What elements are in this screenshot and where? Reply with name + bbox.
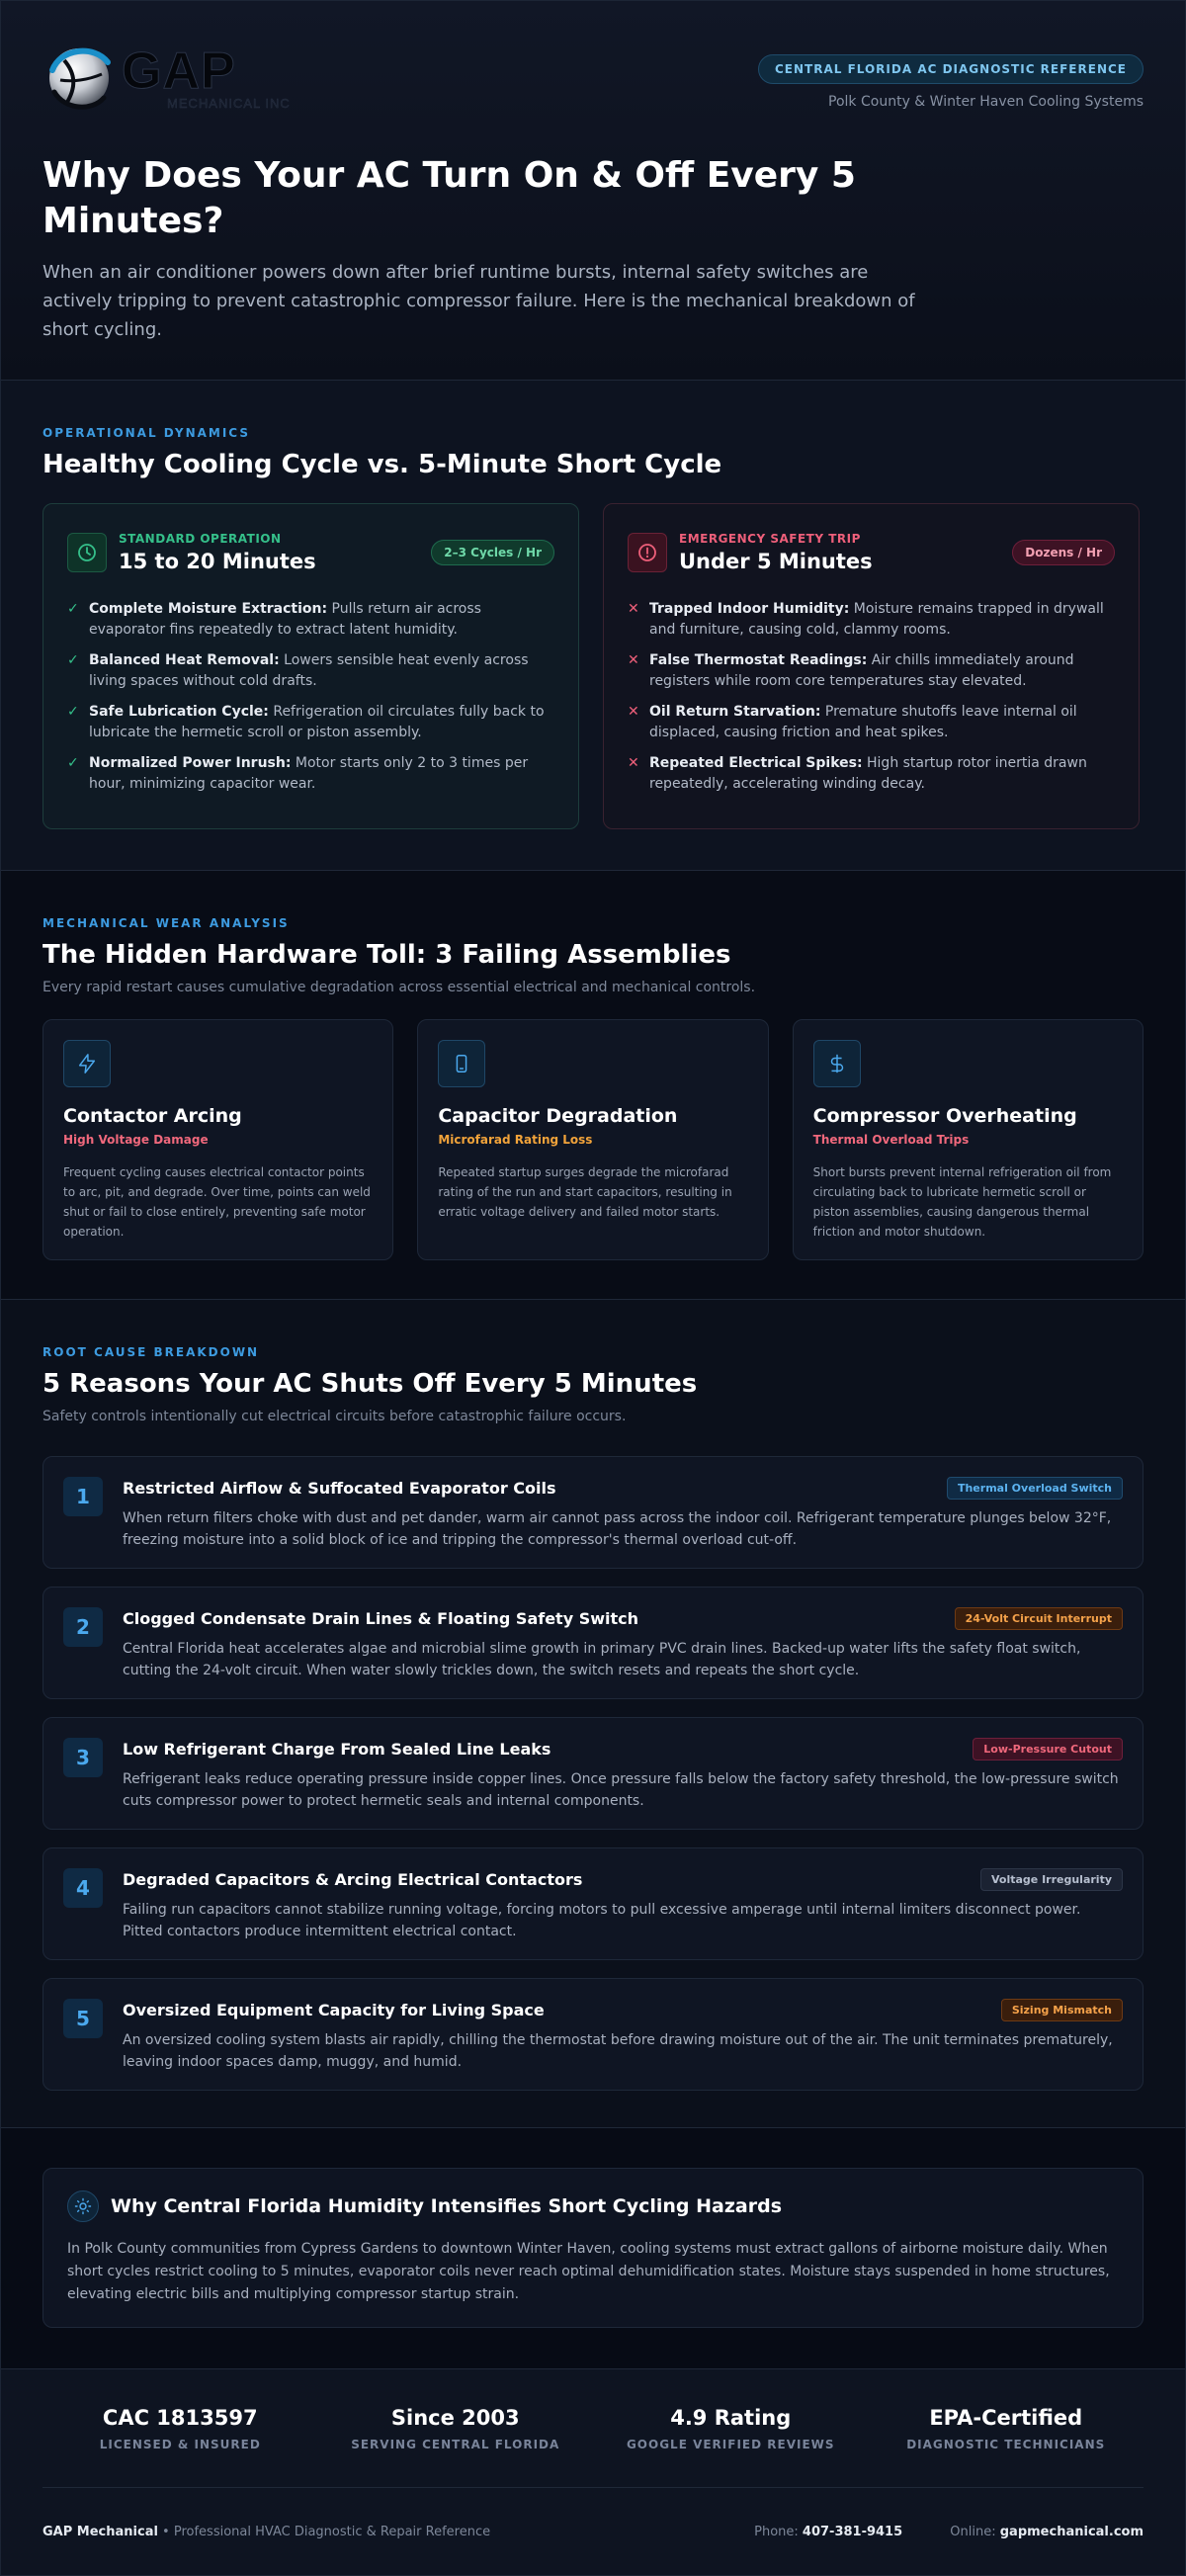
section-title: 5 Reasons Your AC Shuts Off Every 5 Minutes (42, 1369, 698, 1399)
list-item-desc: Lowers sensible heat evenly across living spaces without cold drafts. (89, 652, 529, 689)
humidity-callout (42, 2168, 1144, 2328)
reason-description: When return filters choke with dust and pet dander, warm air cannot pass across the indoor coil. Refrigerant temperature plunges below 32°F, freezing moisture into a solid block of ice and tripping the compressor's thermal overload cut-off. (123, 1510, 1112, 1548)
credential-stat (318, 2406, 594, 2451)
reason-header (123, 1999, 1123, 2021)
reason-badge: 24-Volt Circuit Interrupt (955, 1607, 1123, 1630)
assembly-tag: High Voltage Damage (63, 1133, 209, 1147)
reason-number: 2 (63, 1607, 103, 1647)
healthy-benefits-list (67, 599, 554, 795)
assembly-tag: Microfarad Rating Loss (438, 1133, 593, 1147)
credential-stat (869, 2406, 1144, 2451)
list-item-desc: Pulls return air across evaporator fins repeatedly to extract latent humidity. (89, 601, 481, 638)
company-logo[interactable] (42, 41, 291, 114)
assembly-description: Frequent cycling causes electrical contactor points to arc, pit, and degrade. Over time, points can weld shut or fail to close entirely, preventing safe motor operation. (63, 1165, 371, 1239)
list-item-desc: Motor starts only 2 to 3 times per hour, minimizing capacitor wear. (89, 755, 529, 792)
reason-number: 1 (63, 1477, 103, 1516)
globe-logo-icon (42, 41, 116, 114)
stat-label: LICENSED & INSURED (99, 2437, 261, 2451)
cross-icon: ✕ (628, 755, 639, 771)
list-item-bold: Repeated Electrical Spikes: (649, 755, 863, 771)
website-link[interactable]: gapmechanical.com (999, 2524, 1144, 2539)
humidity-section (1, 2128, 1185, 2369)
brand-name: GAP Mechanical (42, 2524, 158, 2539)
list-item-text (89, 650, 554, 692)
callout-text: In Polk County communities from Cypress Gardens to downtown Winter Haven, cooling systems must extract gallons of airborne moisture daily. When short cycles restrict cooling to 5 minutes, evaporator coils never reach optimal dehumidification states. Moisture stays suspended in home structures, elevating electric bills and multiplying compressor startup strain. (67, 2241, 1110, 2302)
list-item (628, 650, 1115, 692)
brand-tagline: • Professional HVAC Diagnostic & Repair Reference (157, 2524, 491, 2539)
root-cause-section (1, 1300, 1185, 2128)
assembly-card (417, 1019, 768, 1260)
reason-body (123, 1477, 1123, 1548)
reason-card (42, 1456, 1144, 1569)
list-item-text (89, 599, 554, 641)
list-item-bold: Balanced Heat Removal: (89, 652, 280, 668)
list-item-desc: High startup rotor inertia drawn repeatedly, accelerating winding decay. (649, 755, 1087, 792)
website-contact[interactable] (928, 2525, 1144, 2539)
reason-body (123, 1868, 1123, 1939)
list-item-desc: Air chills immediately around registers while room core temperatures stay elevated. (649, 652, 1074, 689)
stat-label: SERVING CENTRAL FLORIDA (351, 2437, 560, 2451)
check-icon: ✓ (67, 755, 79, 771)
online-label: Online: (950, 2524, 1000, 2539)
assembly-tag: Thermal Overload Trips (812, 1133, 970, 1147)
logo-wordmark: GAP (122, 42, 236, 100)
footer (1, 2369, 1185, 2576)
reason-description: Refrigerant leaks reduce operating pressure inside copper lines. Once pressure falls below the factory safety threshold, the low-pressure switch cuts compressor power to protect hermetic seals and internal components. (123, 1771, 1119, 1809)
cycles-badge: Dozens / Hr (1012, 540, 1115, 565)
hero-lead: When an air conditioner powers down after brief runtime bursts, internal safety switches are actively tripping to prevent catastrophic compressor failure. Here is the mechanical breakdown of short cycling. (42, 262, 915, 340)
reason-description: Central Florida heat accelerates algae and microbial slime growth in primary PVC drain lines. Backed-up water lifts the safety float switch, cutting the 24-volt circuit. When water slowly trickles down, the switch resets and repeats the short cycle. (123, 1641, 1081, 1678)
phone-contact[interactable] (732, 2525, 902, 2539)
list-item-bold: Trapped Indoor Humidity: (649, 601, 850, 617)
page-title: Why Does Your AC Turn On & Off Every 5 Minutes? (42, 155, 856, 241)
credential-stat (593, 2406, 869, 2451)
battery-icon (438, 1040, 485, 1087)
assembly-description: Short bursts prevent internal refrigeration oil from circulating back to lubricate hermetic scroll or piston assemblies, causing dangerous thermal friction and motor shutdown. (812, 1165, 1112, 1239)
list-item-text (89, 702, 554, 743)
reason-card (42, 1978, 1144, 2091)
list-item-desc: Refrigeration oil circulates fully back to lubricate the hermetic scroll or piston assembly. (89, 704, 545, 740)
list-item-text (649, 753, 1115, 795)
list-item-bold: False Thermostat Readings: (649, 652, 868, 668)
card-title: 15 to 20 Minutes (119, 550, 316, 573)
list-item (67, 650, 554, 692)
reference-pill: CENTRAL FLORIDA AC DIAGNOSTIC REFERENCE (758, 54, 1144, 84)
card-title: Under 5 Minutes (679, 550, 873, 573)
assembly-title: Compressor Overheating (812, 1105, 1077, 1127)
list-item-desc: Moisture remains trapped in drywall and furniture, causing cold, clammy rooms. (649, 601, 1104, 638)
list-item (67, 702, 554, 743)
section-title: The Hidden Hardware Toll: 3 Failing Assemblies (42, 940, 731, 970)
list-item-bold: Normalized Power Inrush: (89, 755, 292, 771)
short-cycle-risks-list (628, 599, 1115, 795)
reason-title: Low Refrigerant Charge From Sealed Line Leaks (123, 1740, 551, 1759)
section-eyebrow: MECHANICAL WEAR ANALYSIS (42, 916, 290, 930)
check-icon: ✓ (67, 704, 79, 720)
reason-header (123, 1607, 1123, 1630)
dollar-icon (813, 1040, 861, 1087)
mechanical-wear-section (1, 871, 1185, 1300)
reason-number: 5 (63, 1999, 103, 2038)
list-item (628, 702, 1115, 743)
stat-value: 4.9 Rating (670, 2405, 792, 2430)
region-subtitle: Polk County & Winter Haven Cooling Systems (828, 94, 1144, 110)
list-item-text (649, 650, 1115, 692)
reason-body (123, 1738, 1123, 1809)
reason-body (123, 1999, 1123, 2070)
reason-card (42, 1717, 1144, 1830)
callout-title: Why Central Florida Humidity Intensifies Short Cycling Hazards (111, 2195, 783, 2217)
reason-badge: Low-Pressure Cutout (973, 1738, 1123, 1760)
reason-badge: Sizing Mismatch (1001, 1999, 1123, 2021)
card-eyebrow: STANDARD OPERATION (119, 532, 282, 546)
list-item-text (649, 702, 1115, 743)
cross-icon: ✕ (628, 652, 639, 668)
reason-header (123, 1868, 1123, 1891)
sun-icon (67, 2190, 99, 2222)
reason-header (123, 1477, 1123, 1500)
reason-number: 3 (63, 1738, 103, 1777)
alert-icon (628, 533, 667, 572)
cycles-badge: 2–3 Cycles / Hr (431, 540, 554, 565)
reason-badge: Voltage Irregularity (980, 1868, 1123, 1891)
cross-icon: ✕ (628, 601, 639, 617)
stat-value: CAC 1813597 (102, 2405, 258, 2430)
credential-stat (42, 2406, 318, 2451)
logo-subtext: MECHANICAL INC (167, 95, 291, 111)
reason-description: Failing run capacitors cannot stabilize running voltage, forcing motors to pull excessive amperage until internal limiters disconnect power. Pitted contactors produce intermittent electrical contact. (123, 1902, 1081, 1939)
check-icon: ✓ (67, 601, 79, 617)
credentials-stats (42, 2369, 1144, 2488)
list-item (628, 753, 1115, 795)
reason-card (42, 1587, 1144, 1699)
stat-label: DIAGNOSTIC TECHNICIANS (906, 2437, 1106, 2451)
assembly-description: Repeated startup surges degrade the microfarad rating of the run and start capacitors, resulting in erratic voltage delivery and failed motor starts. (438, 1165, 732, 1219)
reason-title: Oversized Equipment Capacity for Living Space (123, 2001, 545, 2019)
healthy-cycle-card (42, 503, 579, 829)
section-eyebrow: OPERATIONAL DYNAMICS (42, 426, 250, 440)
reason-badge: Thermal Overload Switch (947, 1477, 1123, 1500)
phone-number[interactable]: 407-381-9415 (802, 2524, 903, 2539)
assembly-card (42, 1019, 393, 1260)
reason-header (123, 1738, 1123, 1760)
assembly-card (793, 1019, 1144, 1260)
card-eyebrow: EMERGENCY SAFETY TRIP (679, 532, 861, 546)
reason-number: 4 (63, 1868, 103, 1908)
list-item (628, 599, 1115, 641)
phone-label: Phone: (754, 2524, 803, 2539)
reason-body (123, 1607, 1123, 1678)
reason-title: Clogged Condensate Drain Lines & Floating Safety Switch (123, 1609, 639, 1628)
clock-icon (67, 533, 107, 572)
section-eyebrow: ROOT CAUSE BREAKDOWN (42, 1345, 260, 1359)
list-item-text (649, 599, 1115, 641)
operational-dynamics-section (1, 381, 1185, 871)
reason-description: An oversized cooling system blasts air rapidly, chilling the thermostat before drawing moisture out of the air. The unit terminates prematurely, leaving indoor spaces damp, muggy, and humid. (123, 2032, 1113, 2070)
list-item (67, 599, 554, 641)
list-item-text (89, 753, 554, 795)
section-title: Healthy Cooling Cycle vs. 5-Minute Short Cycle (42, 450, 722, 479)
assembly-title: Capacitor Degradation (438, 1105, 678, 1127)
list-item-bold: Oil Return Starvation: (649, 704, 821, 720)
list-item-bold: Complete Moisture Extraction: (89, 601, 328, 617)
stat-value: EPA-Certified (929, 2405, 1083, 2430)
hero (1, 1, 1185, 381)
reason-title: Degraded Capacitors & Arcing Electrical Contactors (123, 1870, 583, 1889)
footer-brand (42, 2525, 490, 2539)
list-item-desc: Premature shutoffs leave internal oil displaced, causing friction and heat spikes. (649, 704, 1077, 740)
list-item-bold: Safe Lubrication Cycle: (89, 704, 269, 720)
reason-card (42, 1847, 1144, 1960)
assembly-title: Contactor Arcing (63, 1105, 242, 1127)
section-subtitle: Every rapid restart causes cumulative degradation across essential electrical and mechanical controls. (42, 980, 756, 995)
reason-title: Restricted Airflow & Suffocated Evaporator Coils (123, 1479, 556, 1498)
section-subtitle: Safety controls intentionally cut electrical circuits before catastrophic failure occurs. (42, 1409, 627, 1424)
check-icon: ✓ (67, 652, 79, 668)
lightning-icon (63, 1040, 111, 1087)
short-cycle-card (603, 503, 1140, 829)
stat-label: GOOGLE VERIFIED REVIEWS (626, 2437, 835, 2451)
list-item (67, 753, 554, 795)
cross-icon: ✕ (628, 704, 639, 720)
stat-value: Since 2003 (390, 2405, 520, 2430)
